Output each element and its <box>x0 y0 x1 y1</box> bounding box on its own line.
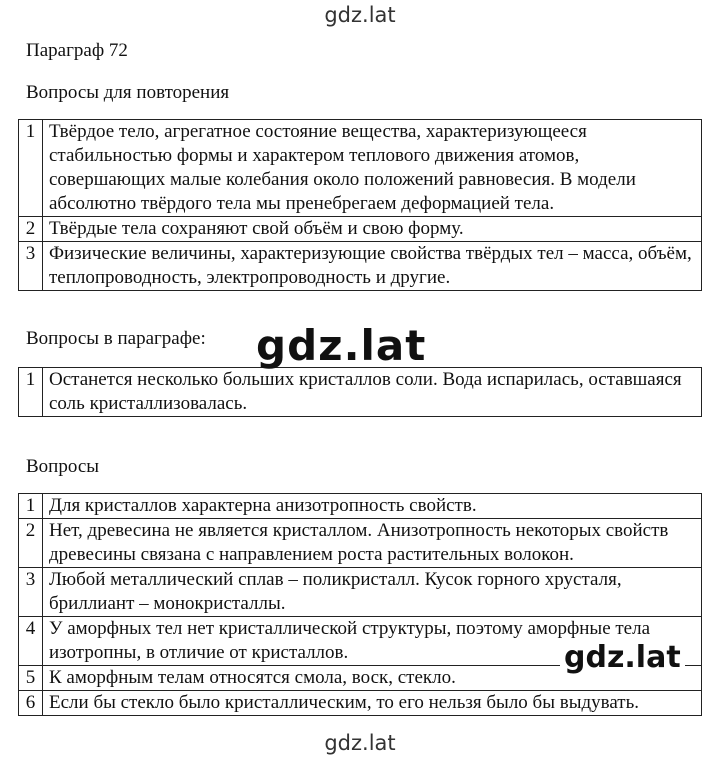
table-row <box>19 368 702 417</box>
answer-text: Твёрдое тело, агрегатное состояние вещества, характеризующееся стабильностью формы и характером теплового движения атомов, совершающих малые колебания около положений равновесия. В модели абсолютно твёрдого тела мы пренебрегаем деформацией тела. <box>43 120 702 217</box>
table-row <box>19 217 702 242</box>
row-number: 4 <box>19 617 43 666</box>
answer-text: Нет, древесина не является кристаллом. Анизотропность некоторых свойств древесины связана с направлением роста растительных волокон. <box>43 519 702 568</box>
questions-table <box>18 493 702 716</box>
table-row <box>19 494 702 519</box>
row-number: 2 <box>19 519 43 568</box>
watermark-bottom: gdz.lat <box>324 731 396 755</box>
answer-text: Если бы стекло было кристаллическим, то его нельзя было бы выдувать. <box>43 691 702 716</box>
table-row <box>19 519 702 568</box>
answer-text: Твёрдые тела сохраняют свой объём и свою форму. <box>43 217 702 242</box>
answer-text: У аморфных тел нет кристаллической структуры, поэтому аморфные тела изотропны, в отличие от кристаллов. <box>43 617 702 666</box>
table-row <box>19 691 702 716</box>
row-number: 6 <box>19 691 43 716</box>
answer-text: Любой металлический сплав – поликристалл. Кусок горного хрусталя, бриллиант – монокристаллы. <box>43 568 702 617</box>
answer-text: Физические величины, характеризующие свойства твёрдых тел – масса, объём, теплопроводность, электропроводность и другие. <box>43 242 702 291</box>
row-number: 1 <box>19 120 43 217</box>
row-number: 1 <box>19 368 43 417</box>
paragraph-title: Параграф 72 <box>26 40 128 61</box>
row-number: 3 <box>19 242 43 291</box>
watermark-middle: gdz.lat <box>250 325 432 367</box>
watermark-top: gdz.lat <box>324 3 396 27</box>
answer-text: К аморфным телам относятся смола, воск, стекло. <box>43 666 702 691</box>
table-row <box>19 120 702 217</box>
row-number: 2 <box>19 217 43 242</box>
answer-text: Останется несколько больших кристаллов соли. Вода испарилась, оставшаяся соль кристаллизовалась. <box>43 368 702 417</box>
row-number: 5 <box>19 666 43 691</box>
row-number: 1 <box>19 494 43 519</box>
row-number: 3 <box>19 568 43 617</box>
table-row <box>19 568 702 617</box>
paragraph-questions-table <box>18 367 702 417</box>
table-row <box>19 242 702 291</box>
answer-text: Для кристаллов характерна анизотропность свойств. <box>43 494 702 519</box>
watermark-right: gdz.lat <box>560 643 685 673</box>
section-heading-paragraph-questions: Вопросы в параграфе: <box>26 328 206 349</box>
review-questions-table <box>18 119 702 291</box>
section-heading-questions: Вопросы <box>26 456 100 477</box>
section-heading-review-questions: Вопросы для повторения <box>26 82 230 103</box>
